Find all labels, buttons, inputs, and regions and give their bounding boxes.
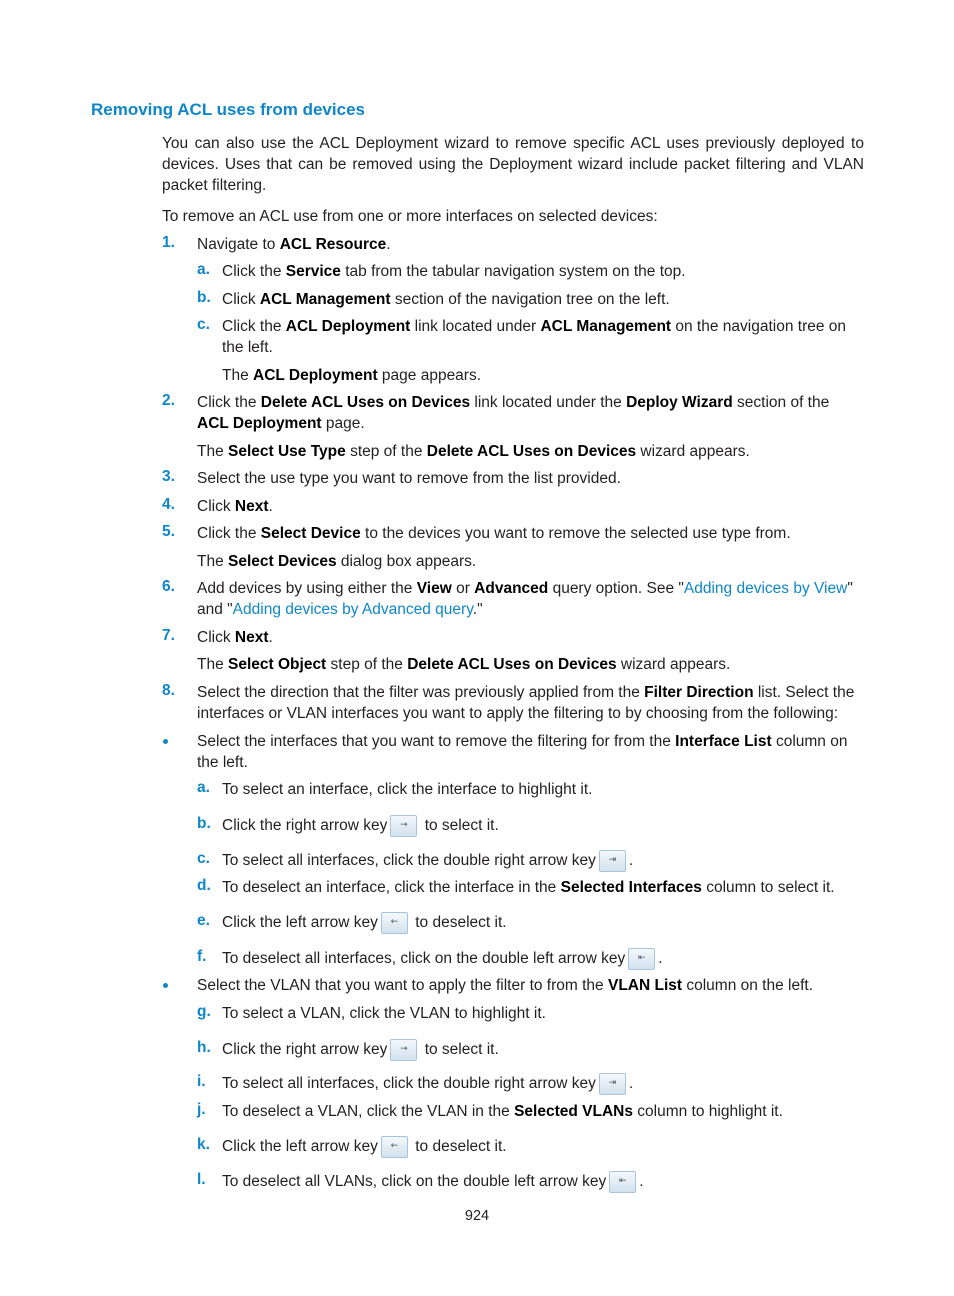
left-arrow-icon[interactable]: ← — [381, 1136, 408, 1158]
substep-letter: h. — [197, 1039, 211, 1056]
step-number: 7. — [162, 627, 175, 644]
substep-text: Click the left arrow key ← to deselect it. — [222, 1136, 864, 1165]
substep-letter: j. — [197, 1101, 206, 1118]
substep-letter: i. — [197, 1073, 206, 1090]
step-note: The ACL Deployment page appears. — [222, 367, 482, 384]
double-right-arrow-icon[interactable]: ⇥ — [599, 1073, 626, 1095]
bullet-icon — [163, 739, 168, 744]
substep-text: Click the Service tab from the tabular navigation system on the top. — [222, 263, 686, 280]
left-arrow-icon[interactable]: ← — [381, 912, 408, 934]
substep-letter: b. — [197, 289, 211, 306]
page-number: 924 — [464, 1208, 490, 1224]
link-adding-devices-by-view[interactable]: Adding devices by View — [683, 580, 848, 597]
step-number: 2. — [162, 392, 175, 409]
step-1-text: Navigate to ACL Resource. — [197, 236, 391, 253]
step-number: 8. — [162, 682, 175, 699]
step-8-text: Select the direction that the filter was previously applied from the Filter Direction list. Select the interfaces or VLAN interfaces you want to apply the filtering to by choosing from the following: — [197, 684, 855, 722]
substep-text: Click ACL Management section of the navigation tree on the left. — [222, 291, 670, 308]
intro-paragraph: You can also use the ACL Deployment wizard to remove specific ACL uses previously deployed to devices. Uses that can be removed using the Deployment wizard include packet filtering and VLAN packet filtering. — [162, 135, 864, 194]
substep-text: To select a VLAN, click the VLAN to highlight it. — [222, 1005, 546, 1022]
substep-letter: k. — [197, 1136, 210, 1153]
step-2-text: Click the Delete ACL Uses on Devices link located under the Deploy Wizard section of the ACL Deployment page. — [197, 394, 830, 432]
substep-letter: d. — [197, 877, 211, 894]
bullet-icon — [163, 983, 168, 988]
double-left-arrow-icon[interactable]: ⇤ — [609, 1171, 636, 1193]
step-number: 4. — [162, 496, 175, 513]
substep-letter: g. — [197, 1003, 211, 1020]
step-4-text: Click Next. — [197, 498, 273, 515]
right-arrow-icon[interactable]: → — [390, 1039, 417, 1061]
substep-letter: b. — [197, 815, 211, 832]
substep-letter: l. — [197, 1171, 206, 1188]
step-note: The Select Devices dialog box appears. — [197, 553, 477, 570]
step-7-text: Click Next. — [197, 629, 273, 646]
substep-text: To select an interface, click the interface to highlight it. — [222, 781, 593, 798]
section-heading: Removing ACL uses from devices — [91, 100, 365, 119]
step-3-text: Select the use type you want to remove from the list provided. — [197, 470, 621, 487]
substep-text: To select all interfaces, click the double right arrow key ⇥ . — [222, 1073, 864, 1102]
double-left-arrow-icon[interactable]: ⇤ — [628, 948, 655, 970]
substep-letter: c. — [197, 850, 210, 867]
right-arrow-icon[interactable]: → — [390, 815, 417, 837]
bullet-vlan-text: Select the VLAN that you want to apply the filter to from the VLAN List column on the left. — [197, 977, 814, 994]
substep-letter: a. — [197, 261, 210, 278]
step-number: 6. — [162, 578, 175, 595]
step-number: 3. — [162, 468, 175, 485]
substep-letter: e. — [197, 912, 210, 929]
substep-text: Click the right arrow key → to select it. — [222, 1039, 864, 1068]
double-right-arrow-icon[interactable]: ⇥ — [599, 850, 626, 872]
substep-letter: f. — [197, 948, 207, 965]
substep-text: Click the ACL Deployment link located under ACL Management on the navigation tree on the left. — [222, 318, 847, 356]
step-6-text: Add devices by using either the View or Advanced query option. See "Adding devices by View" and "Adding devices by Advanced query." — [197, 580, 853, 618]
step-5-text: Click the Select Device to the devices you want to remove the selected use type from. — [197, 525, 791, 542]
step-number: 5. — [162, 523, 175, 540]
step-number: 1. — [162, 234, 175, 251]
substep-letter: a. — [197, 779, 210, 796]
link-adding-devices-by-advanced-query[interactable]: Adding devices by Advanced query — [232, 601, 473, 618]
substep-letter: c. — [197, 316, 210, 333]
substep-text: Click the left arrow key ← to deselect it. — [222, 912, 864, 941]
substep-text: Click the right arrow key → to select it. — [222, 815, 864, 844]
substep-text: To select all interfaces, click the double right arrow key ⇥ . — [222, 850, 864, 879]
step-note: The Select Object step of the Delete ACL Uses on Devices wizard appears. — [197, 656, 731, 673]
substep-text: To deselect an interface, click the interface in the Selected Interfaces column to select it. — [222, 879, 835, 896]
substep-text: To deselect all VLANs, click on the double left arrow key ⇤ . — [222, 1171, 864, 1200]
lead-paragraph: To remove an ACL use from one or more interfaces on selected devices: — [162, 208, 658, 225]
substep-text: To deselect all interfaces, click on the double left arrow key ⇤ . — [222, 948, 864, 977]
step-note: The Select Use Type step of the Delete ACL Uses on Devices wizard appears. — [197, 443, 750, 460]
bullet-interfaces-text: Select the interfaces that you want to remove the filtering for from the Interface List column on the left. — [197, 733, 848, 771]
substep-text: To deselect a VLAN, click the VLAN in the Selected VLANs column to highlight it. — [222, 1103, 783, 1120]
